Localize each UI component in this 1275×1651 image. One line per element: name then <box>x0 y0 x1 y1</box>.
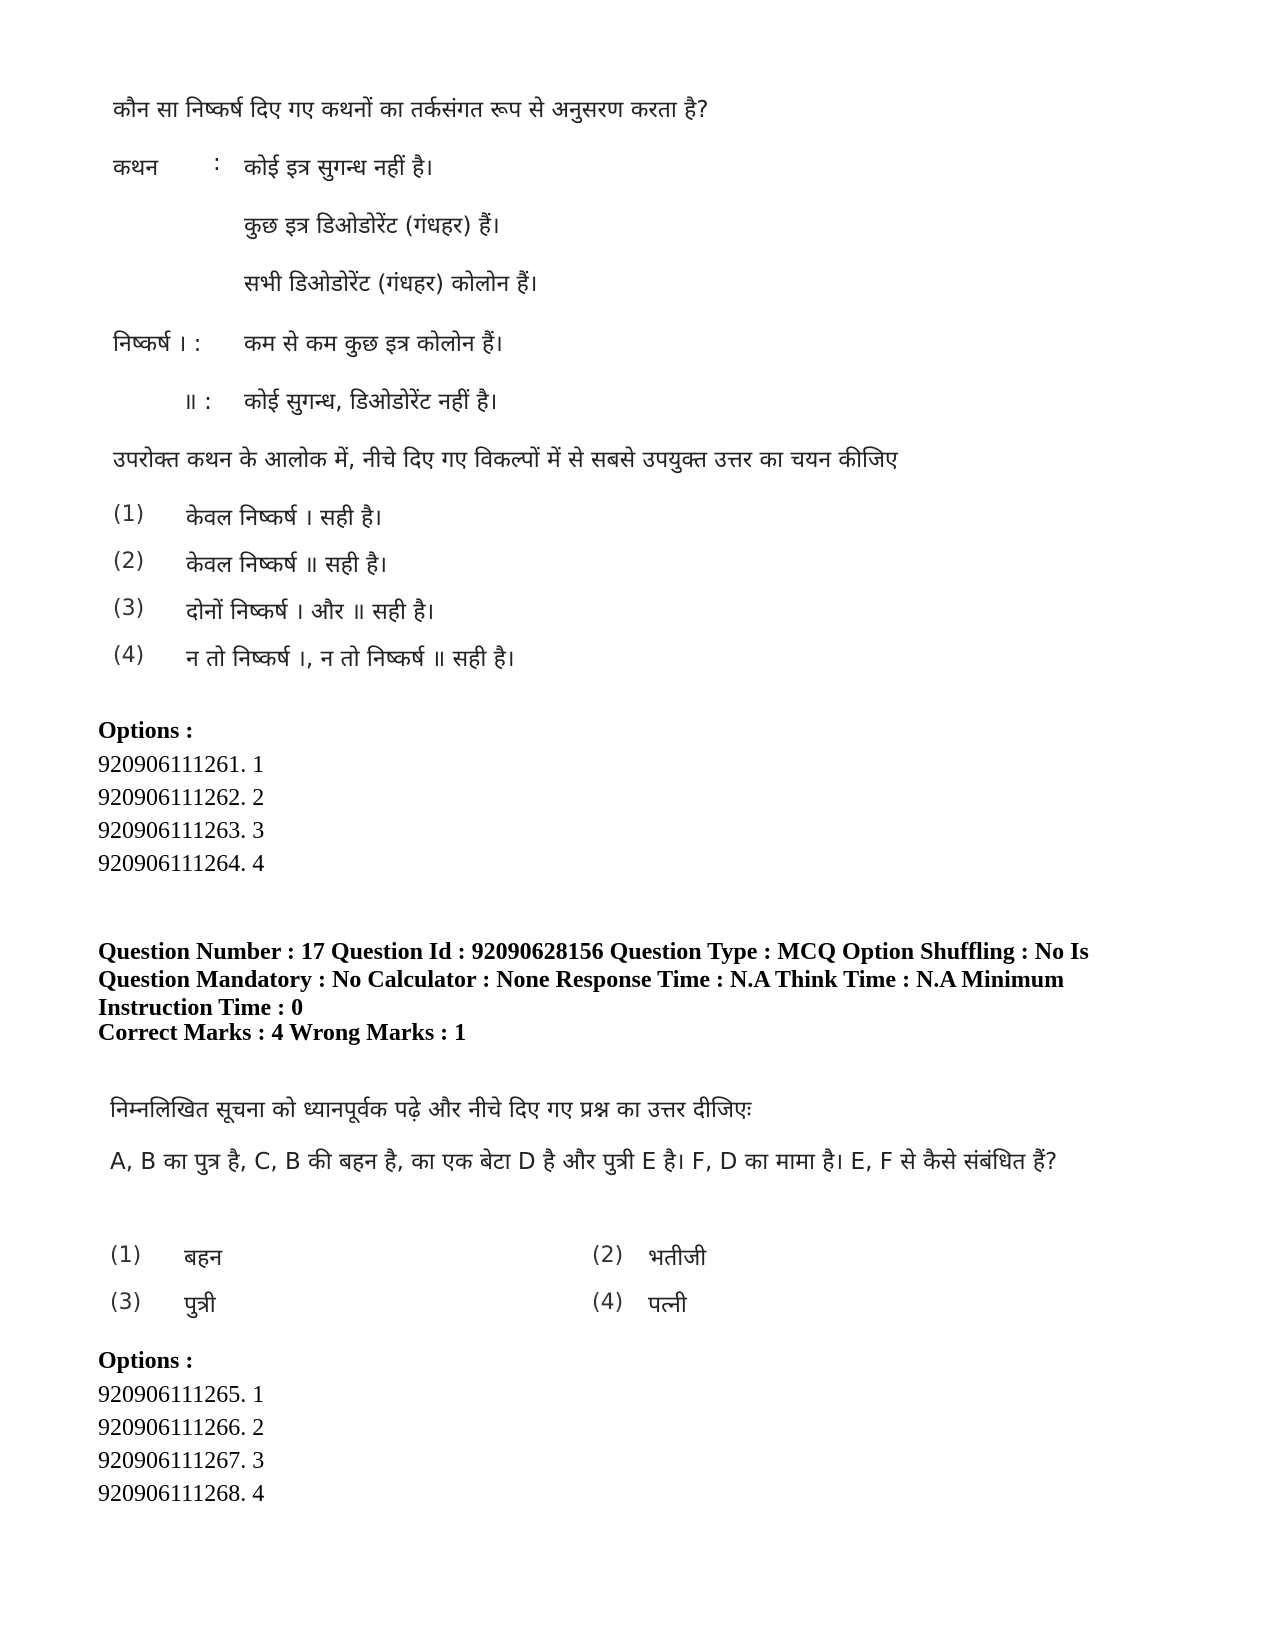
choice-4-number: (4) <box>113 643 145 668</box>
choice-1-text: केवल निष्कर्ष । सही है। <box>186 505 382 531</box>
choice-2-text: भतीजी <box>648 1245 707 1271</box>
question-17-metadata: Question Number : 17 Question Id : 92090628156 Question Type : MCQ Option Shuffling : No Is Question Mandatory : No Calculator : None Response Time : N.A Think Time : N.A Minimum Instruction Time : 0 <box>98 939 1089 1021</box>
statements-colon: : <box>213 150 221 176</box>
option-id-row: 920906111267. 3 <box>98 1448 265 1474</box>
question-16-prompt: कौन सा निष्कर्ष दिए गए कथनों का तर्कसंगत रूप से अनुसरण करता है? <box>113 97 709 123</box>
choice-1-number: (1) <box>110 1243 142 1268</box>
question-16-instruction: उपरोक्त कथन के आलोक में, नीचे दिए गए विकल्पों में से सबसे उपयुक्त उत्तर का चयन कीजिए <box>113 447 898 473</box>
conclusion-1-label: निष्कर्ष । : <box>113 331 202 357</box>
option-id-row: 920906111263. 3 <box>98 818 265 844</box>
choice-1-number: (1) <box>113 502 145 527</box>
option-id-row: 920906111266. 2 <box>98 1415 265 1441</box>
choice-1-text: बहन <box>184 1245 223 1271</box>
question-17-marks: Correct Marks : 4 Wrong Marks : 1 <box>98 1020 467 1046</box>
question-17-body: A, B का पुत्र है, C, B की बहन है, का एक बेटा D है और पुत्री E है। F, D का मामा है। E, F से कैसे संबंधित हैं? <box>110 1149 1058 1175</box>
option-id-row: 920906111264. 4 <box>98 851 265 877</box>
options-heading: Options : <box>98 718 194 744</box>
option-id-row: 920906111262. 2 <box>98 785 265 811</box>
option-id-row: 920906111261. 1 <box>98 752 265 778</box>
question-17-prompt: निम्नलिखित सूचना को ध्यानपूर्वक पढ़े और नीचे दिए गए प्रश्न का उत्तर दीजिएः <box>110 1097 752 1123</box>
choice-3-text: दोनों निष्कर्ष । और ॥ सही है। <box>186 599 435 625</box>
options-heading: Options : <box>98 1348 194 1374</box>
choice-4-number: (4) <box>592 1290 624 1315</box>
statement-3: सभी डिओडोरेंट (गंधहर) कोलोन हैं। <box>244 271 538 297</box>
choice-3-number: (3) <box>110 1290 142 1315</box>
choice-2-text: केवल निष्कर्ष ॥ सही है। <box>186 552 388 578</box>
statement-2: कुछ इत्र डिओडोरेंट (गंधहर) हैं। <box>244 213 500 239</box>
choice-4-text: पत्नी <box>648 1292 687 1318</box>
option-id-row: 920906111265. 1 <box>98 1382 265 1408</box>
choice-3-number: (3) <box>113 596 145 621</box>
conclusion-2: कोई सुगन्ध, डिओडोरेंट नहीं है। <box>244 389 498 415</box>
statements-label: कथन <box>113 155 159 181</box>
choice-4-text: न तो निष्कर्ष ।, न तो निष्कर्ष ॥ सही है। <box>186 646 515 672</box>
choice-3-text: पुत्री <box>184 1292 216 1318</box>
choice-2-number: (2) <box>592 1243 624 1268</box>
conclusion-1: कम से कम कुछ इत्र कोलोन हैं। <box>244 331 503 357</box>
conclusion-2-label: ॥ : <box>183 389 212 415</box>
option-id-row: 920906111268. 4 <box>98 1481 265 1507</box>
statement-1: कोई इत्र सुगन्ध नहीं है। <box>244 155 434 181</box>
choice-2-number: (2) <box>113 549 145 574</box>
